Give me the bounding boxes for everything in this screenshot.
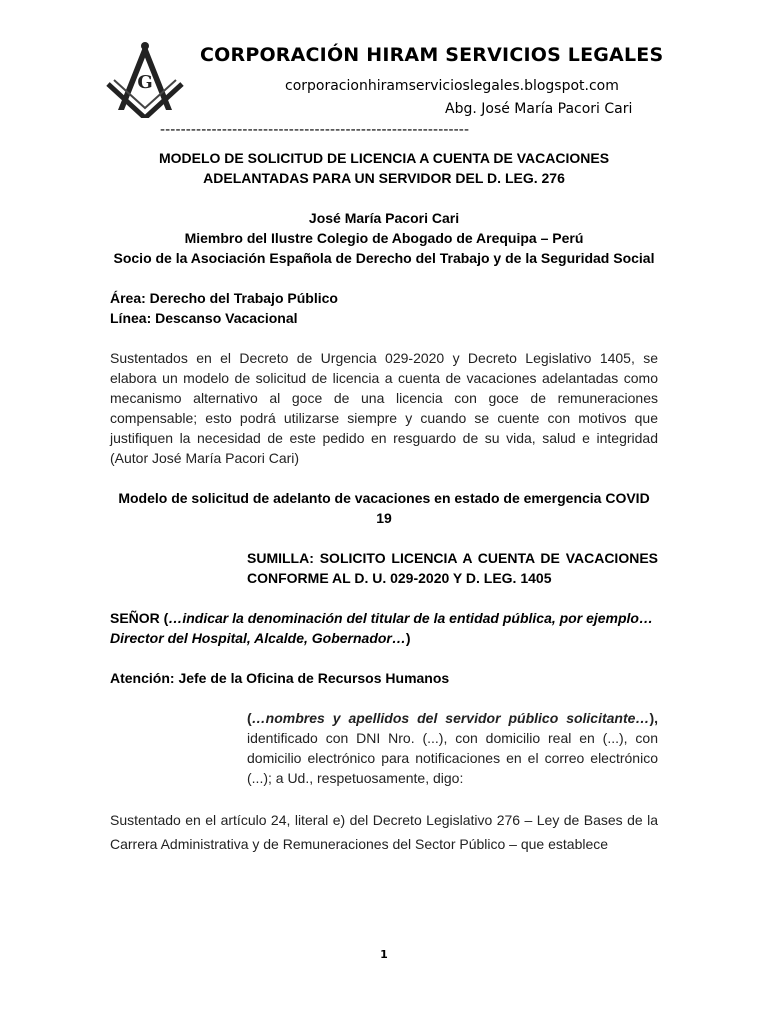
legal-basis-paragraph: Sustentado en el artículo 24, literal e) del Decreto Legislativo 276 – Ley de Bases de la Carrera Administrativa y de Remuneraciones del Sector Público – que establece	[110, 812, 658, 852]
firm-url: corporacionhiramservicioslegales.blogspot.com	[285, 78, 619, 94]
author-name: José María Pacori Cari	[308, 210, 460, 226]
applicant-prefix: (	[247, 710, 252, 726]
document-title-line-1: MODELO DE SOLICITUD DE LICENCIA A CUENTA DE VACACIONES	[158, 150, 610, 166]
firm-author: Abg. José María Pacori Cari	[445, 101, 633, 117]
author-association: Socio de la Asociación Española de Derecho del Trabajo y de la Seguridad Social	[113, 250, 655, 266]
author-membership: Miembro del Ilustre Colegio de Abogado de Arequipa – Perú	[184, 230, 584, 246]
intro-paragraph: Sustentados en el Decreto de Urgencia 029-2020 y Decreto Legislativo 1405, se elabora un modelo de solicitud de licencia a cuenta de vacaciones adelantadas como mecanismo alternativo al goce de una licencia con goce de remuneraciones compensable; esto podrá utilizarse siempre y cuando se cuente con motivos que justifiquen la necesidad de este pedido en resguardo de su vida, salud e integridad (Autor José María Pacori Cari)	[110, 350, 658, 466]
applicant-suffix: ),	[649, 710, 658, 726]
header-divider: ------------------------------------------------------------	[160, 122, 470, 138]
attention-line: Atención: Jefe de la Oficina de Recursos Humanos	[110, 670, 450, 686]
applicant-placeholder: …nombres y apellidos del servidor público solicitante…	[251, 710, 650, 726]
applicant-paragraph	[247, 708, 658, 788]
line-label: Línea: Descanso Vacacional	[110, 310, 298, 326]
addressee-suffix: )	[405, 630, 411, 646]
logo-letter: G	[137, 72, 153, 93]
addressee-placeholder: …indicar la denominación del titular de la entidad pública, por ejemplo… Director del Hospital, Alcalde, Gobernador…	[110, 610, 653, 646]
model-heading: Modelo de solicitud de adelanto de vacaciones en estado de emergencia COVID 19	[118, 490, 650, 526]
document-title-line-2: ADELANTADAS PARA UN SERVIDOR DEL D. LEG. 276	[203, 170, 565, 186]
area-label: Área: Derecho del Trabajo Público	[110, 290, 338, 306]
addressee	[110, 608, 658, 648]
document-header	[0, 0, 768, 150]
firm-name: CORPORACIÓN HIRAM SERVICIOS LEGALES	[200, 44, 664, 66]
sumilla: SUMILLA: SOLICITO LICENCIA A CUENTA DE VACACIONES CONFORME AL D. U. 029-2020 Y D. LEG. 1405	[247, 550, 658, 586]
square-and-compass-icon	[104, 40, 186, 118]
page-number: 1	[380, 948, 388, 961]
applicant-details: identificado con DNI Nro. (...), con domicilio real en (...), con domicilio electrónico para notificaciones en el correo electrónico (...); a Ud., respetuosamente, digo:	[247, 730, 658, 786]
addressee-prefix: SEÑOR (	[110, 610, 169, 626]
document-body	[110, 148, 658, 856]
